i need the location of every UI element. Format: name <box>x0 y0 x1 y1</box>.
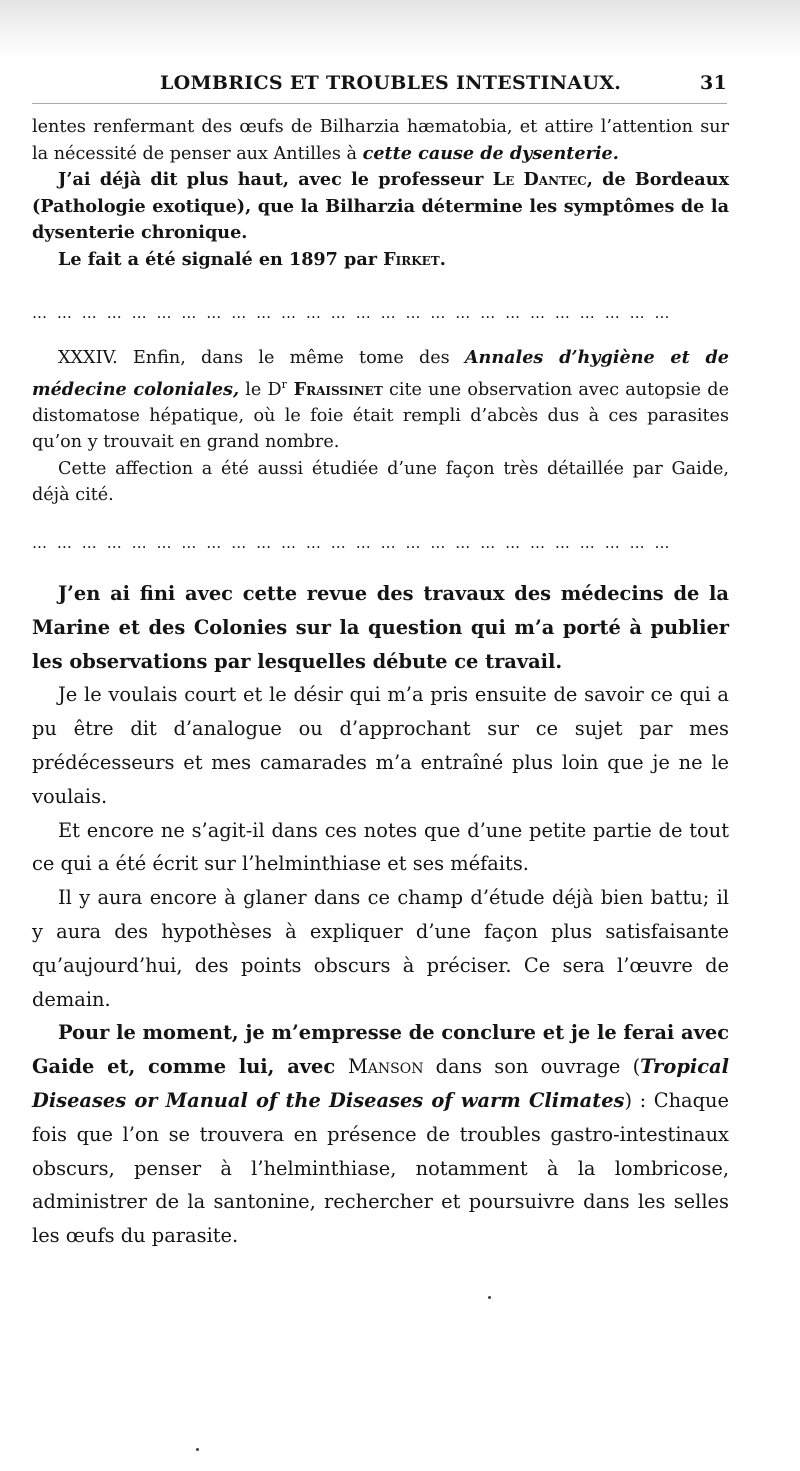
section-conclusion <box>32 577 729 1253</box>
paragraph: Je le voulais court et le désir qui m’a pris ensuite de savoir ce qui a pu être dit d’analogue ou d’approchant sur ce sujet par mes prédécesseurs et mes camarades m’a entraîné plus loin que je ne le voulais. <box>32 683 729 808</box>
scan-speck <box>196 1448 199 1451</box>
header-rule <box>32 103 727 104</box>
scan-speck <box>488 1296 491 1299</box>
dotted-separator: …………………………………………………………………… <box>32 534 680 552</box>
running-title: LOMBRICS ET TROUBLES INTESTINAUX. <box>160 72 622 94</box>
paragraph: Et encore ne s’agit-il dans ces notes que d’une petite partie de tout ce qui a été écrit sur l’helminthiase et ses méfaits. <box>32 818 729 876</box>
paragraph: Cette affection a été aussi étudiée d’une façon très détaillée par Gaide, déjà cité. <box>32 458 729 506</box>
paragraph: XXXIV. Enfin, dans le même tome des Annales d’hygiène et de médecine coloniales, le $D^r$ Fraissinet cite une observation avec autopsie de distomatose hépatique, où le foie était rempli d’abcès dus à ces parasites qu’on y trouvait en grand nombre. <box>32 347 729 453</box>
paragraph: J’ai déjà dit plus haut, avec le professeur Le Dantec, de Bordeaux (Pathologie exotique), que la Bilharzia détermine les symptômes de la dysenterie chronique. <box>32 169 729 243</box>
section-bilharzia <box>32 114 729 273</box>
paragraph: Il y aura encore à glaner dans ce champ d’étude déjà bien battu; il y aura des hypothèses à expliquer d’une façon plus satisfaisante qu’aujourd’hui, des points obscurs à préciser. Ce sera l’œuvre de demain. <box>32 886 729 1011</box>
paragraph: Le fait a été signalé en 1897 par Firket. <box>58 248 446 270</box>
dotted-separator: …………………………………………………………………… <box>32 304 680 322</box>
paragraph: lentes renfermant des œufs de Bilharzia hæmatobia, et attire l’attention sur la nécessité de penser aux Antilles à cette cause de dysenterie. <box>32 117 729 164</box>
paragraph: Pour le moment, je m’empresse de conclure et je le ferai avec Gaide et, comme lui, avec Manson dans son ouvrage (Tropical Diseases or Manual of the Diseases of warm Climates) : Chaque fois que l’on se trouvera en présence de troubles gastro-intestinaux obscurs, penser à l’helminthiase, notamment à la lombricose, administrer de la santonine, rechercher et poursuivre dans les selles les œufs du parasite. <box>32 1021 729 1248</box>
section-xxxiv <box>32 345 729 509</box>
page-number: 31 <box>699 72 727 94</box>
running-header <box>32 72 727 94</box>
paragraph: J’en ai fini avec cette revue des travaux des médecins de la Marine et des Colonies sur la question qui m’a porté à publier les observations par lesquelles débute ce travail. <box>32 582 729 673</box>
scan-shadow <box>0 0 800 60</box>
